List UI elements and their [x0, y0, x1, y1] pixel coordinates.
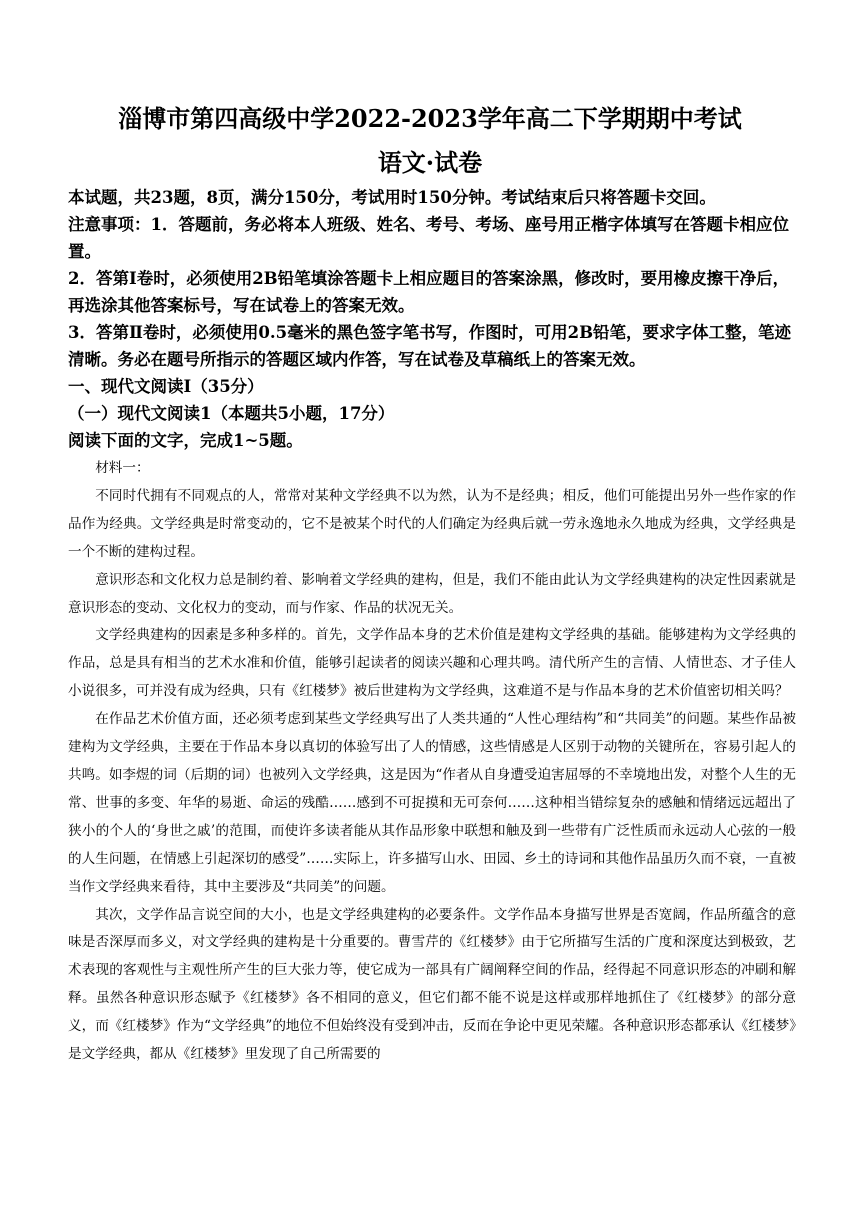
instruction-note-1: 注意事项：1．答题前，务必将本人班级、姓名、考号、考场、座号用正楷字体填写在答题卡相应位置。 [68, 215, 789, 261]
reading-directive: 阅读下面的文字，完成1~5题。 [68, 431, 303, 450]
passage-paragraph: 文学经典建构的因素是多种多样的。首先，文学作品本身的艺术价值是建构文学经典的基础。能够建构为文学经典的作品，总是具有相当的艺术水准和价值，能够引起读者的阅读兴趣和心理共鸣。清代所产生的言情、人情世态、才子佳人小说很多，可并没有成为经典，只有《红楼梦》被后世建构为文学经典，这难道不是与作品本身的艺术价值密切相关吗？ [68, 627, 796, 700]
passage-paragraph: 不同时代拥有不同观点的人，常常对某种文学经典不以为然，认为不是经典；相反，他们可能提出另外一些作家的作品作为经典。文学经典是时常变动的，它不是被某个时代的人们确定为经典后就一劳永逸地永久地成为经典，文学经典是一个不断的建构过程。 [68, 487, 796, 560]
exam-subtitle: 语文·试卷 [377, 148, 483, 177]
instruction-note-2: 2．答第Ⅰ卷时，必须使用2B铅笔填涂答题卡上相应题目的答案涂黑，修改时，要用橡皮擦干净后，再选涂其他答案标号，写在试卷上的答案无效。 [68, 269, 790, 315]
instructions-block [68, 184, 796, 454]
instruction-note-3: 3．答第Ⅱ卷时，必须使用0.5毫米的黑色签字笔书写，作图时，可用2B铅笔，要求字体工整，笔迹清晰。务必在题号所指示的答题区域内作答，写在试卷及草稿纸上的答案无效。 [68, 323, 792, 369]
section-heading: 一、现代文阅读Ⅰ（35分） [68, 377, 264, 396]
material-label: 材料一： [95, 460, 150, 476]
passage-body [68, 455, 796, 1069]
exam-title: 淄博市第四高级中学2022-2023学年高二下学期期中考试 [118, 104, 742, 133]
passage-paragraph: 其次，文学作品言说空间的大小，也是文学经典建构的必要条件。文学作品本身描写世界是否宽阔，作品所蕴含的意味是否深厚而多义，对文学经典的建构是十分重要的。曹雪芹的《红楼梦》由于它所描写生活的广度和深度达到极致，艺术表现的客观性与主观性所产生的巨大张力等，使它成为一部具有广阔阐释空间的作品，经得起不同意识形态的冲刷和解释。虽然各种意识形态赋予《红楼梦》各不相同的意义，但它们都不能不说是这样或那样地抓住了《红楼梦》的部分意义，而《红楼梦》作为“文学经典”的地位不但始终没有受到冲击，反而在争论中更见荣耀。各种意识形态都承认《红楼梦》是文学经典，都从《红楼梦》里发现了自己所需要的 [68, 906, 796, 1063]
passage-paragraph: 在作品艺术价值方面，还必须考虑到某些文学经典写出了人类共通的“人性心理结构”和“共同美”的问题。某些作品被建构为文学经典，主要在于作品本身以真切的体验写出了人的情感，这些情感是人区别于动物的关键所在，容易引起人的共鸣。如李煜的词（后期的词）也被列入文学经典，这是因为“作者从自身遭受迫害屈辱的不幸境地出发，对整个人生的无常、世事的多变、年华的易逝、命运的残酷……感到不可捉摸和无可奈何……这种相当错综复杂的感触和情绪远远超出了狭小的个人的‘身世之戚’的范围，而使许多读者能从其作品形象中联想和触及到一些带有广泛性质而永远动人心弦的一般的人生问题，在情感上引起深切的感受”……实际上，许多描写山水、田园、乡土的诗词和其他作品虽历久而不衰，一直被当作文学经典来看待，其中主要涉及“共同美”的问题。 [68, 711, 796, 895]
passage-paragraph: 意识形态和文化权力总是制约着、影响着文学经典的建构，但是，我们不能由此认为文学经典建构的决定性因素就是意识形态的变动、文化权力的变动，而与作家、作品的状况无关。 [68, 571, 796, 616]
subsection-heading: （一）现代文阅读1（本题共5小题，17分） [68, 404, 395, 423]
instruction-intro: 本试题，共23题，8页，满分150分，考试用时150分钟。考试结束后只将答题卡交回。 [68, 188, 716, 207]
